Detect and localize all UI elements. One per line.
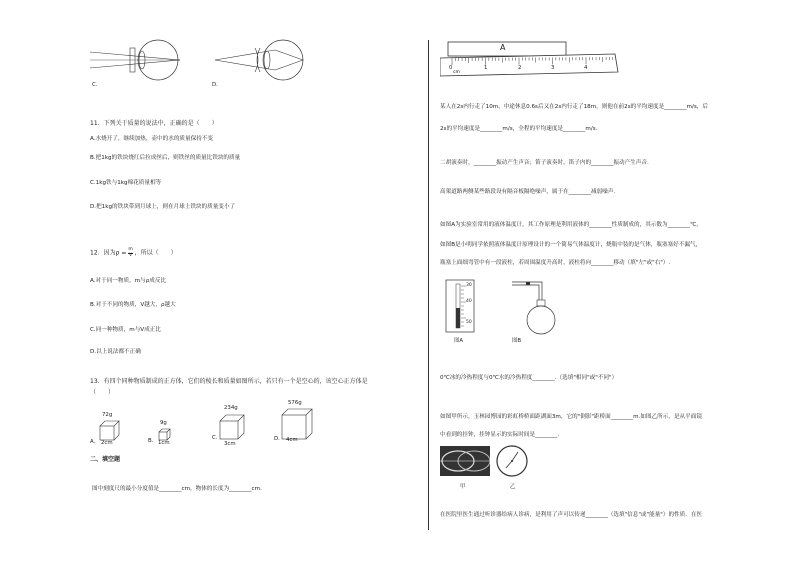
column-divider — [428, 40, 429, 530]
speed-question-line2: 2s的平均速度是________m/s，全程的平均速度是________m/s. — [440, 126, 598, 132]
thermometer-question-b-line1: 如图B是小明同学依照液体温度计原理设计的一个简易气体温度计，烧瓶中装的是气体，瓶塞塞好不漏气， — [440, 242, 702, 248]
q11-option-c: C.1kg铁与1kg棉花质量相等 — [90, 180, 162, 186]
eye-diagram-d — [215, 38, 310, 87]
cube-c-option: C. — [212, 435, 218, 441]
cube-b-mass: 9g — [160, 420, 167, 426]
stethoscope-question: 在医院里医生通过听诊器给病人诊病，是利用了声可以传递________（选填"信息"或"能量"）的性质．在医 — [440, 512, 703, 518]
thermo-tick-40: 40 — [466, 299, 472, 304]
photo-jia-caption: 甲 — [460, 484, 466, 490]
ice-water-question: 0℃冰的冷热程度与0℃水的冷热程度________.（选填"相同"或"不同"） — [440, 375, 618, 381]
q11-option-d: D.把1kg的铁块带到月球上，则在月球上铁块的质量变小了 — [90, 204, 236, 210]
noise-question: 高架道路两侧某些路段设有隔音板隔绝噪声，属于在________减弱噪声. — [440, 189, 616, 195]
q12-option-d: D.以上说法都不正确 — [90, 349, 141, 355]
rainbow-bridge-photo — [440, 446, 490, 476]
cube-d-option: D. — [274, 436, 280, 442]
mirror-clock-figure — [494, 444, 530, 482]
q12-stem-post: ，所以（ ） — [134, 249, 177, 257]
mirror-question-line1: 如图甲所示，玉林园博园的彩虹桥桥面距湖面3m，它的"倒影"距桥面________m.如图乙所示，是从平面镜 — [440, 414, 702, 420]
cube-b-edge: 1cm — [158, 440, 170, 446]
gas-thermometer-flask-figure — [508, 278, 558, 344]
q13-stem-line1: 13．有四个同种物质制成的正方体，它们的棱长和质量如图所示，若只有一个是空心的，该空心正方体是 — [90, 378, 368, 385]
cube-a-mass: 72g — [102, 412, 113, 418]
ruler-tick-2: 2 — [518, 65, 522, 71]
option-d-label: D. — [212, 82, 218, 88]
cube-d-edge: 4cm — [286, 437, 298, 443]
mirror-question-line2: 中看到的挂钟，挂钟显示的实际时间是________. — [440, 432, 560, 438]
fill-question-1: 图中刻度尺的最小分度值是________cm，物体的长度为________cm. — [92, 486, 262, 492]
liquid-thermometer-figure — [444, 278, 484, 344]
q12-stem — [90, 248, 177, 258]
q12-frac-num: m — [128, 247, 133, 252]
figure-a-caption: 图A — [454, 338, 464, 344]
section-heading: 二、填空题 — [90, 456, 121, 463]
q11-option-b: B.把1kg的铁块烧红后拉成丝后，则铁丝的质量比铁块的质量 — [90, 155, 241, 161]
ruler-tick-1: 1 — [484, 65, 488, 71]
cube-c-mass: 234g — [224, 405, 238, 411]
option-c-label: C. — [92, 82, 98, 88]
cube-d-mass: 576g — [288, 400, 302, 406]
figure-b-caption: 图B — [512, 338, 522, 344]
thermometer-question-b-line2: 瓶塞上面细弯管中有一段液柱，若周围温度升高时，液柱将向________移动（填"左"或"右"）. — [440, 260, 671, 266]
ruler-tick-0: 0 — [449, 65, 453, 71]
q12-frac-den: V — [128, 252, 133, 258]
ruler-unit: cm — [453, 70, 460, 75]
thermometer-question-a: 如图A为实验室常用的液体温度计，其工作原理是利用液体的________性质制成的，其示数为________℃， — [440, 222, 702, 228]
sound-source-question: 二胡演奏时，________振动产生声音；笛子演奏时，笛子内的________振动产生声音. — [440, 160, 649, 166]
ruler-figure — [440, 40, 620, 84]
cube-c-edge: 3cm — [224, 441, 236, 447]
thermo-tick-30: 30 — [466, 283, 472, 288]
eye-diagram-c — [90, 38, 185, 87]
q12-stem-pre: 12．因为ρ = — [90, 249, 127, 257]
thermo-tick-50: 50 — [466, 320, 472, 325]
speed-question-line1: 某人在2s内行走了10m，中途休息0.6s后又在2s内行走了18m，则他在前2s的平均速度是________m/s，后 — [440, 104, 708, 110]
q12-fraction — [128, 248, 132, 258]
ruler-object-label: A — [500, 43, 506, 52]
q13-stem-line2: （ ） — [90, 389, 115, 396]
q11-stem: 11．下列关于质量的说法中，正确的是（ ） — [90, 120, 218, 127]
cube-a-edge: 2cm — [101, 440, 113, 446]
q12-option-c: C.同一种物质，m与V成正比 — [90, 327, 161, 333]
ruler-tick-3: 3 — [551, 65, 555, 71]
q12-option-a: A.对于同一物质，m与ρ成反比 — [90, 278, 167, 284]
cube-b-option: B. — [148, 438, 154, 444]
q11-option-a: A.水烧开了，继续加热，壶中的水的质量保持不变 — [90, 136, 213, 142]
q12-option-b: B.对于不同的物质，V越大，ρ越大 — [90, 302, 176, 308]
clock-yi-caption: 乙 — [510, 484, 516, 490]
cube-a-option: A. — [90, 439, 96, 445]
ruler-tick-4: 4 — [584, 65, 588, 71]
